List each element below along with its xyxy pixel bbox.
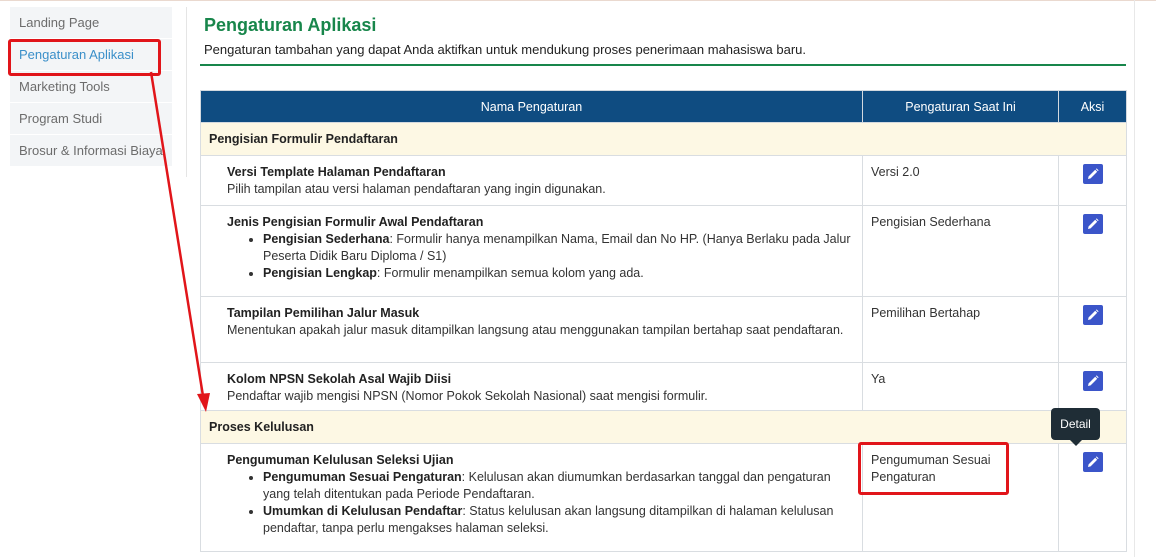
section-title: Proses Kelulusan (201, 411, 1127, 444)
column-header-name: Nama Pengaturan (201, 91, 863, 123)
setting-description: Menentukan apakah jalur masuk ditampilkan langsung atau menggunakan tampilan bertahap saat pendaftaran. (227, 323, 844, 337)
tooltip-arrow (1070, 440, 1082, 446)
setting-label: Versi Template Halaman Pendaftaran (227, 165, 446, 179)
sidebar-item-marketing-tools[interactable]: Marketing Tools (10, 71, 172, 103)
setting-value: Ya (863, 363, 1059, 411)
option-text: : Formulir hanya menampilkan Nama, Email dan No HP. (Hanya Berlaku pada Jalur Peserta Didik Baru Diploma / S1) (263, 232, 851, 263)
detail-tooltip: Detail (1051, 408, 1100, 440)
page-subtitle: Pengaturan tambahan yang dapat Anda aktifkan untuk mendukung proses penerimaan mahasiswa baru. (204, 42, 807, 57)
setting-value: Pemilihan Bertahap (863, 297, 1059, 363)
option-term: Umumkan di Kelulusan Pendaftar (263, 504, 463, 518)
sidebar-item-pengaturan-aplikasi[interactable]: Pengaturan Aplikasi (10, 39, 172, 71)
section-title: Pengisian Formulir Pendaftaran (201, 123, 1127, 156)
setting-value: Pengisian Sederhana (863, 206, 1059, 297)
option-term: Pengumuman Sesuai Pengaturan (263, 470, 462, 484)
setting-value: Pengumuman Sesuai Pengaturan (863, 444, 1059, 552)
setting-label: Pengumuman Kelulusan Seleksi Ujian (227, 453, 454, 467)
setting-description: Pendaftar wajib mengisi NPSN (Nomor Pokok Sekolah Nasional) saat mengisi formulir. (227, 389, 708, 403)
setting-description: Pilih tampilan atau versi halaman pendaftaran yang ingin digunakan. (227, 182, 606, 196)
sidebar-item-landing-page[interactable]: Landing Page (10, 7, 172, 39)
setting-label: Tampilan Pemilihan Jalur Masuk (227, 306, 420, 320)
sidebar-item-brosur[interactable]: Brosur & Informasi Biaya (10, 135, 172, 167)
column-header-value: Pengaturan Saat Ini (863, 91, 1059, 123)
sidebar-item-program-studi[interactable]: Program Studi (10, 103, 172, 135)
column-header-action: Aksi (1059, 91, 1127, 123)
option-text: : Kelulusan akan diumumkan berdasarkan tanggal dan pengaturan yang telah ditentukan pada Periode Pendaftaran. (263, 470, 831, 501)
option-text: : Status kelulusan akan langsung ditampilkan di halaman kelulusan pendaftar, tanpa perlu mengakses halaman seleksi. (263, 504, 834, 535)
option-text: : Formulir menampilkan semua kolom yang ada. (376, 266, 644, 280)
setting-label: Kolom NPSN Sekolah Asal Wajib Diisi (227, 372, 452, 386)
option-term: Pengisian Lengkap (263, 266, 377, 280)
option-term: Pengisian Sederhana (263, 232, 390, 246)
setting-value: Versi 2.0 (863, 156, 1059, 206)
page-title: Pengaturan Aplikasi (204, 15, 377, 35)
setting-label: Jenis Pengisian Formulir Awal Pendaftaran (227, 215, 484, 229)
